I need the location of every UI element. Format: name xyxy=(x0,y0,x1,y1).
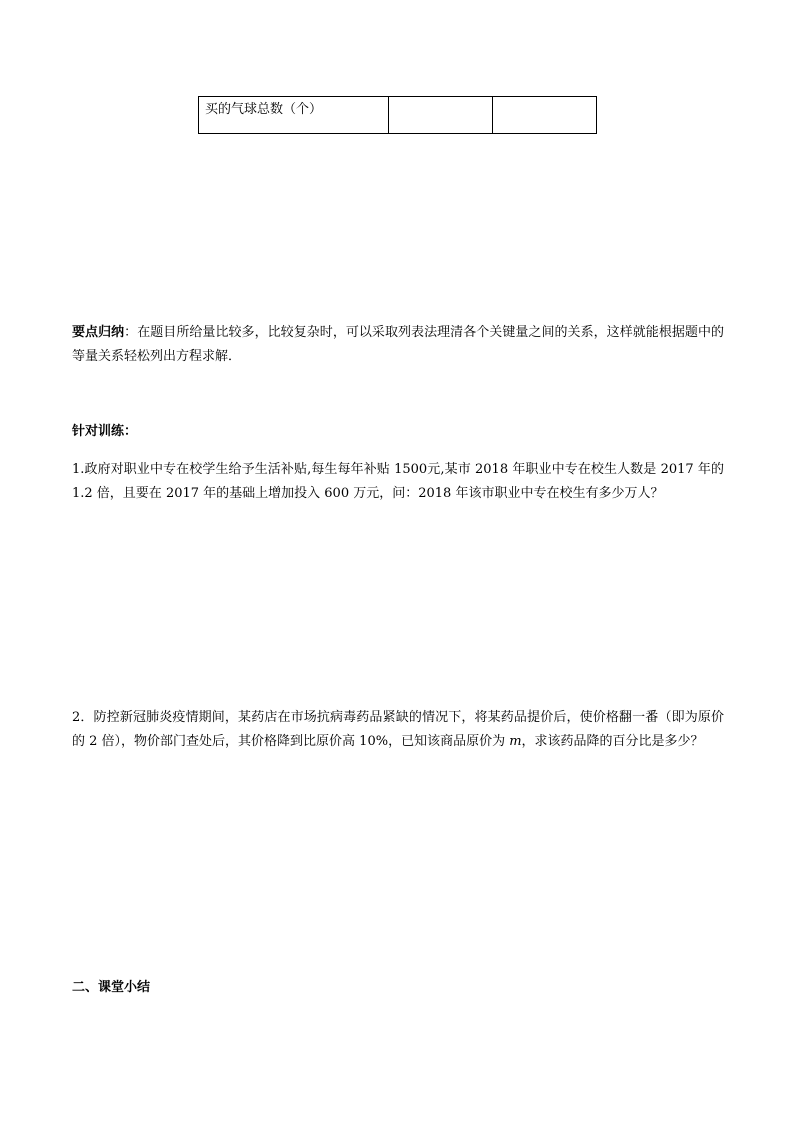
summary-text: ：在题目所给量比较多，比较复杂时，可以采取列表法理清各个关键量之间的关系，这样就能根据题中的等量关系轻松列出方程求解． xyxy=(72,325,724,364)
training-title: 针对训练： xyxy=(72,424,138,439)
table-cell-empty xyxy=(493,97,597,134)
table-row xyxy=(199,97,597,134)
summary-label: 要点归纳 xyxy=(72,325,125,340)
question-2-text-after: ，求该药品降的百分比是多少？ xyxy=(521,734,704,749)
table-cell-empty xyxy=(389,97,493,134)
question-2-text-before: 2．防控新冠肺炎疫情期间，某药店在市场抗病毒药品紧缺的情况下，将某药品提价后，使价格翻一番（即为原价的 2 倍），物价部门查处后，其价格降到比原价高 10%，已知该商品原价为 xyxy=(72,710,724,749)
question-2-variable: m xyxy=(509,734,522,749)
balloon-table-fragment xyxy=(198,96,597,134)
table-row-label: 买的气球总数（个） xyxy=(199,97,389,134)
question-1: 1.政府对职业中专在校学生给予生活补贴,每生每年补贴 1500元,某市 2018 年职业中专在校生人数是 2017 年的 1.2 倍，且要在 2017 年的基础上增加投入 600 万元，问：2018 年该市职业中专在校生有多少万人？ xyxy=(72,462,724,501)
question-2 xyxy=(72,706,724,754)
section-2-title: 二、课堂小结 xyxy=(72,980,151,995)
key-point-summary xyxy=(72,321,724,369)
